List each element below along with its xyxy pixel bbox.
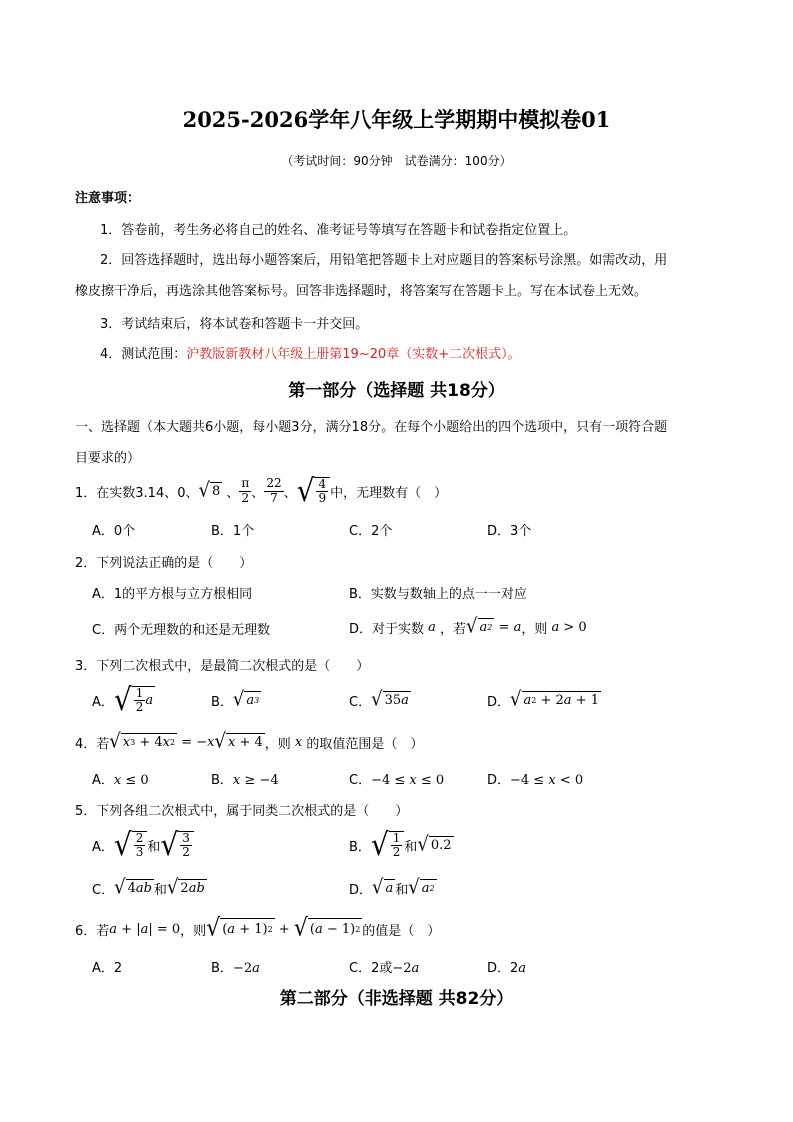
sqrt-8: √ 8 [198, 478, 221, 502]
q4-option-c[interactable]: C．−4 ≤ x ≤ 0 [349, 773, 445, 788]
notice-item-3: 3．考试结束后，将本试卷和答题卡一并交回。 [100, 317, 369, 332]
q3-option-a[interactable]: A． √ $\frac{1}{2}$ a [92, 681, 154, 718]
section-instructions-line2: 目要求的） [75, 451, 141, 466]
q2-option-a[interactable]: A．1的平方根与立方根相同 [92, 587, 253, 602]
notice-item-2-line2: 橡皮擦干净后，再选涂其他答案标号。回答非选择题时，将答案写在答题卡上。写在本试卷上无效。 [75, 284, 648, 299]
q3-option-c[interactable]: C． √ 35 a [349, 687, 409, 711]
question-6-stem: 6．若 a + | a | = 0 ，则 √ ( a + 1) 2 + √ ( a − 1) 2 的值是（ ） [75, 914, 441, 943]
exam-meta: （考试时间：90分钟 试卷满分：100分） [281, 154, 512, 168]
q2-option-d[interactable]: D．对于实数 a ，若 √ a 2 = a ，则 a > 0 [349, 614, 587, 638]
q6-option-c[interactable]: C．2或−2a [349, 961, 420, 976]
q5-option-b[interactable]: B． √ $\frac{1}{2}$ 和 √ 0.2 [349, 826, 452, 863]
part1-heading: 第一部分（选择题 共18分） [288, 381, 505, 401]
notice-item-4-prefix: 4．测试范围： [100, 347, 187, 362]
q1-option-d[interactable]: D．3个 [487, 524, 532, 539]
q4-option-a[interactable]: A．x ≤ 0 [92, 773, 149, 788]
notice-item-4 [100, 343, 521, 362]
q5-option-a[interactable]: A． √ $\frac{2}{3}$ 和 √ $\frac{3}{2}$ [92, 826, 194, 864]
q3-option-b[interactable]: B． √ a 3 [211, 687, 260, 711]
part2-heading: 第二部分（非选择题 共82分） [279, 989, 514, 1009]
q1-option-a[interactable]: A．0个 [92, 524, 136, 539]
sqrt-4-over-9: √ $\frac{4}{9}$ [297, 477, 330, 505]
section-instructions-line1: 一、选择题（本大题共6小题，每小题3分，满分18分。在每个小题给出的四个选项中，只有一项符合题 [75, 420, 668, 435]
q2-option-c[interactable]: C．两个无理数的和还是无理数 [92, 623, 271, 638]
q1-option-b[interactable]: B．1个 [211, 524, 255, 539]
q4-option-b[interactable]: B．x ≥ −4 [211, 773, 279, 788]
fraction-pi-over-2: $\frac{\pi}{2}$ [241, 476, 250, 505]
question-2-stem: 2．下列说法正确的是（ ） [75, 556, 253, 571]
question-5-stem: 5．下列各组二次根式中，属于同类二次根式的是（ ） [75, 804, 409, 819]
q6-option-d[interactable]: D．2a [487, 961, 527, 976]
q6-option-a[interactable]: A．2 [92, 961, 123, 976]
question-3-stem: 3．下列二次根式中，是最简二次根式的是（ ） [75, 659, 370, 674]
q1-option-c[interactable]: C．2个 [349, 524, 393, 539]
q3-option-d[interactable]: D． √ a 2 + 2 a + 1 [487, 687, 599, 711]
question-4-stem: 4．若 √ x 3 + 4 x 2 = − x √ x + 4 ，则 x 的取值范围是（ ） [75, 729, 424, 753]
q5-option-d[interactable]: D． √ a 和 √ a 2 [349, 875, 435, 899]
page-title: 2025-2026学年八年级上学期期中模拟卷01 [182, 107, 611, 132]
test-scope: 沪教版新教材八年级上册第19~20章（实数+二次根式）。 [186, 347, 521, 362]
notice-item-1: 1．答卷前，考生务必将自己的姓名、准考证号等填写在答题卡和试卷指定位置上。 [100, 223, 577, 238]
notice-item-2-line1: 2．回答选择题时，选出每小题答案后，用铅笔把答题卡上对应题目的答案标号涂黑。如需改动，用 [100, 253, 668, 268]
fraction-22-over-7: $\frac{22}{7}$ [266, 476, 282, 505]
q2-option-b[interactable]: B．实数与数轴上的点一一对应 [349, 587, 527, 602]
q4-option-d[interactable]: D．−4 ≤ x < 0 [487, 773, 584, 788]
q5-option-c[interactable]: C． √ 4 ab 和 √ 2 ab [92, 875, 205, 899]
notice-heading: 注意事项： [75, 191, 141, 206]
q6-option-b[interactable]: B．−2a [211, 961, 260, 976]
question-1-stem: 1．在实数3.14、0、 √ 8 、 $\frac{\pi}{2}$ 、 $\frac{22}{7}$ 、 √ $\frac{4}{9}$ 中，无理数有（ ） [75, 472, 448, 509]
